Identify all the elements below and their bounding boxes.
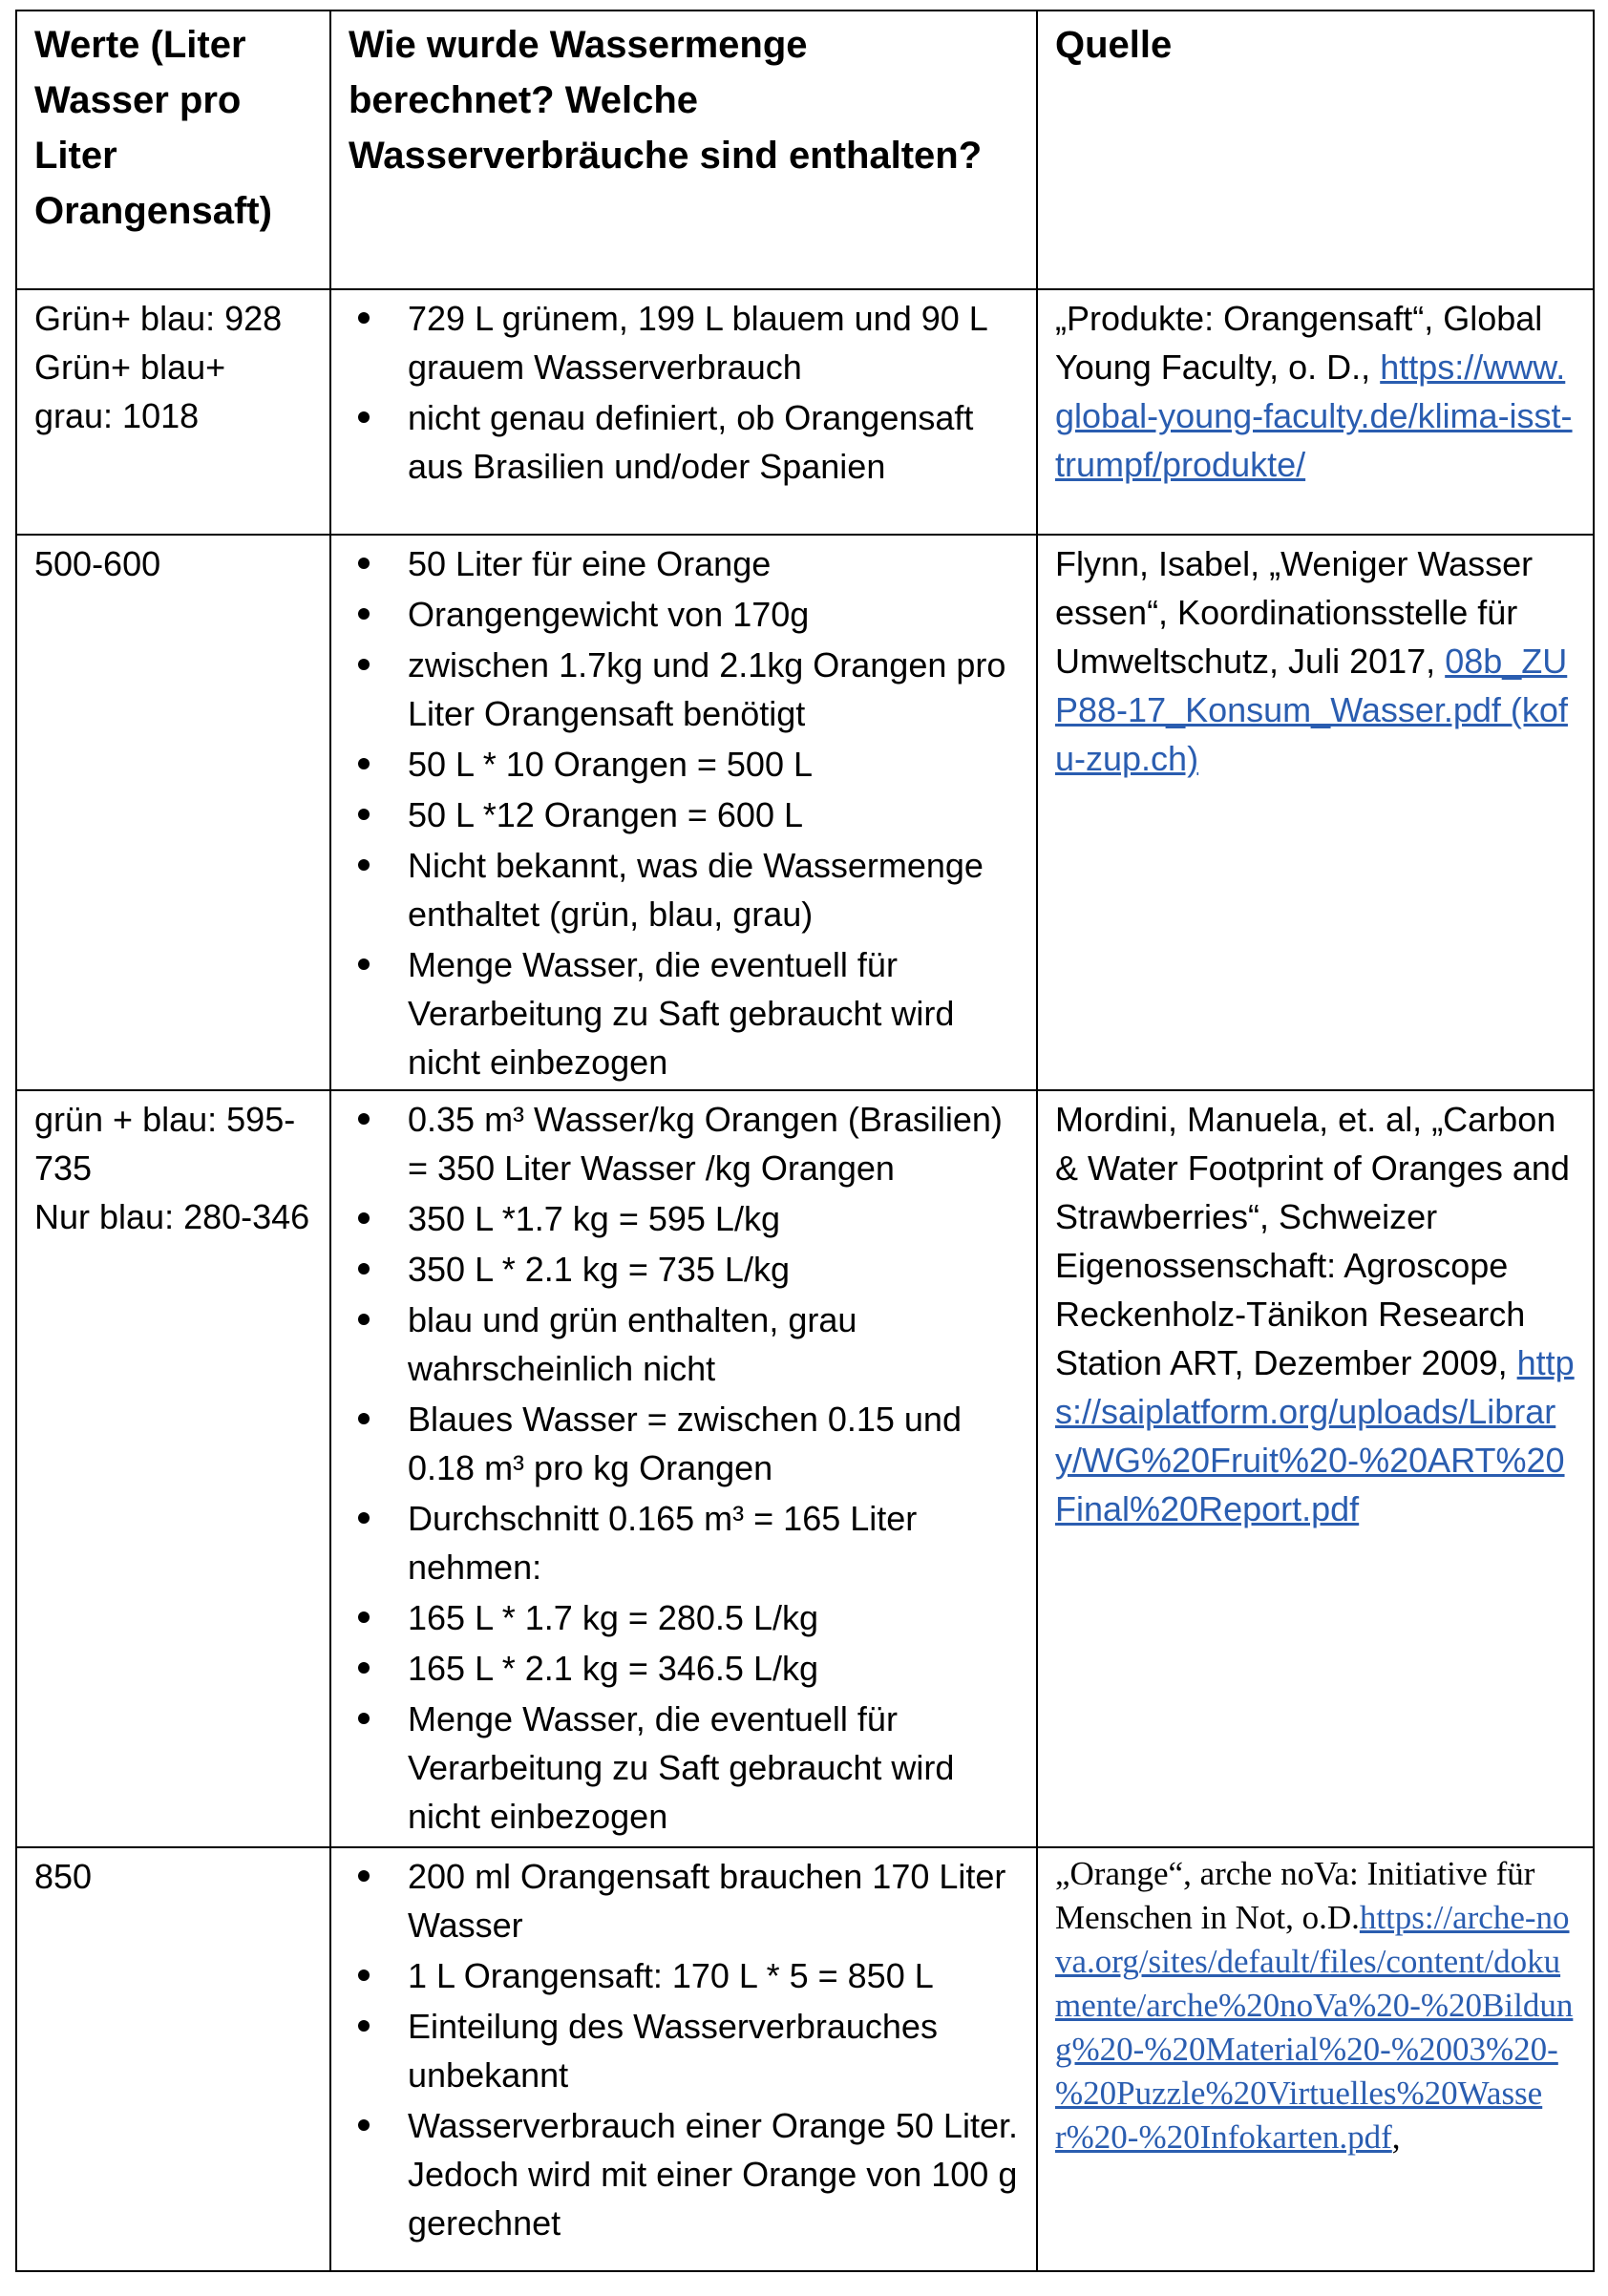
bullet-icon	[358, 1413, 370, 1424]
source-link[interactable]: https://www.global-young-faculty.de/klima-isst-trumpf/produkte/	[1055, 348, 1573, 484]
bullet-icon	[358, 312, 370, 324]
header-values: Werte (Liter Wasser pro Liter Orangensaft)	[16, 11, 330, 289]
list-item: 165 L * 1.7 kg = 280.5 L/kg	[349, 1593, 1019, 1642]
list-item: Einteilung des Wasserverbrauches unbekannt	[349, 2002, 1019, 2099]
list-item: 350 L * 2.1 kg = 735 L/kg	[349, 1245, 1019, 1294]
value-line: Grün+ blau: 928	[34, 299, 283, 338]
list-item: Blaues Wasser = zwischen 0.15 und 0.18 m³ pro kg Orangen	[349, 1395, 1019, 1492]
value-line: Grün+ blau+ grau: 1018	[34, 348, 226, 435]
bullet-icon	[358, 2020, 370, 2032]
list-item: 350 L *1.7 kg = 595 L/kg	[349, 1194, 1019, 1243]
method-cell	[330, 1847, 1037, 2271]
water-footprint-table	[15, 10, 1595, 2272]
value-line: grün + blau: 595-735	[34, 1100, 296, 1188]
bullet-icon	[358, 659, 370, 670]
value-line: 850	[34, 1857, 93, 1896]
list-item: Wasserverbrauch einer Orange 50 Liter. Jedoch wird mit einer Orange von 100 g gerechnet	[349, 2101, 1019, 2247]
method-cell	[330, 535, 1037, 1090]
source-text: Flynn, Isabel, „Weniger Wasser essen“, Koordinationsstelle für Umweltschutz, Juli 2017,	[1055, 544, 1534, 681]
header-row	[16, 11, 1594, 289]
bullet-icon	[358, 859, 370, 871]
bullet-icon	[358, 1212, 370, 1224]
table-row	[16, 535, 1594, 1090]
bullet-icon	[358, 558, 370, 569]
source-cell	[1037, 289, 1594, 535]
list-item: 200 ml Orangensaft brauchen 170 Liter Wasser	[349, 1852, 1019, 1949]
list-item: 729 L grünem, 199 L blauem und 90 L grauem Wasserverbrauch	[349, 294, 1019, 391]
source-cell	[1037, 1090, 1594, 1847]
bullet-icon	[358, 1314, 370, 1325]
bullet-icon	[358, 1263, 370, 1274]
bullet-icon	[358, 2119, 370, 2131]
list-item: Menge Wasser, die eventuell für Verarbeitung zu Saft gebraucht wird nicht einbezogen	[349, 940, 1019, 1086]
table-row	[16, 289, 1594, 535]
list-item: 50 Liter für eine Orange	[349, 539, 1019, 588]
source-cell	[1037, 1847, 1594, 2271]
values-cell	[16, 1847, 330, 2271]
method-cell	[330, 289, 1037, 535]
values-cell	[16, 289, 330, 535]
source-text: Mordini, Manuela, et. al, „Carbon & Water Footprint of Oranges and Strawberries“, Schweizer Eigenossenschaft: Agroscope Reckenholz-Tänikon Research Station ART, Dezember 2009,	[1055, 1100, 1570, 1382]
bullet-icon	[358, 1662, 370, 1674]
list-item: Nicht bekannt, was die Wassermenge enthaltet (grün, blau, grau)	[349, 841, 1019, 938]
source-link[interactable]: https://arche-nova.org/sites/default/files/content/dokumente/arche%20noVa%20-%20Bildung%20-%20Material%20-%2003%20-%20Puzzle%20Virtuelles%20Wasser%20-%20Infokarten.pdf	[1055, 1899, 1574, 2156]
value-line: Nur blau: 280-346	[34, 1197, 310, 1236]
list-item: zwischen 1.7kg und 2.1kg Orangen pro Liter Orangensaft benötigt	[349, 641, 1019, 738]
table-row	[16, 1090, 1594, 1847]
source-cell	[1037, 535, 1594, 1090]
bullet-icon	[358, 1512, 370, 1524]
bullet-icon	[358, 1611, 370, 1623]
list-item: blau und grün enthalten, grau wahrscheinlich nicht	[349, 1295, 1019, 1393]
source-text: „Orange“, arche noVa: Initiative für Menschen in Not, o.D.	[1055, 1855, 1535, 1936]
header-method: Wie wurde Wassermenge berechnet? Welche Wasserverbräuche sind enthalten?	[330, 11, 1037, 289]
list-item: 50 L *12 Orangen = 600 L	[349, 790, 1019, 839]
source-link[interactable]: https://saiplatform.org/uploads/Library/WG%20Fruit%20-%20ART%20Final%20Report.pdf	[1055, 1343, 1575, 1528]
bullet-icon	[358, 1870, 370, 1882]
value-line: 500-600	[34, 544, 161, 583]
bullet-icon	[358, 1713, 370, 1724]
source-link[interactable]: 08b_ZUP88-17_Konsum_Wasser.pdf (kofu-zup.ch)	[1055, 642, 1568, 778]
list-item: 165 L * 2.1 kg = 346.5 L/kg	[349, 1644, 1019, 1693]
bullet-icon	[358, 1113, 370, 1125]
source-trailing: ,	[1391, 2118, 1401, 2156]
list-item: 0.35 m³ Wasser/kg Orangen (Brasilien) = 350 Liter Wasser /kg Orangen	[349, 1095, 1019, 1192]
list-item: Durchschnitt 0.165 m³ = 165 Liter nehmen:	[349, 1494, 1019, 1591]
table-row	[16, 1847, 1594, 2271]
method-cell	[330, 1090, 1037, 1847]
bullet-icon	[358, 608, 370, 620]
values-cell	[16, 1090, 330, 1847]
list-item: Menge Wasser, die eventuell für Verarbeitung zu Saft gebraucht wird nicht einbezogen	[349, 1695, 1019, 1841]
bullet-icon	[358, 1970, 370, 1981]
bullet-icon	[358, 411, 370, 423]
bullet-icon	[358, 809, 370, 820]
source-text: „Produkte: Orangensaft“, Global Young Faculty, o. D.,	[1055, 299, 1543, 387]
list-item: 50 L * 10 Orangen = 500 L	[349, 740, 1019, 789]
values-cell	[16, 535, 330, 1090]
list-item: nicht genau definiert, ob Orangensaft aus Brasilien und/oder Spanien	[349, 393, 1019, 491]
list-item: Orangengewicht von 170g	[349, 590, 1019, 639]
bullet-icon	[358, 758, 370, 769]
bullet-icon	[358, 958, 370, 970]
header-source: Quelle	[1037, 11, 1594, 289]
list-item: 1 L Orangensaft: 170 L * 5 = 850 L	[349, 1951, 1019, 2000]
